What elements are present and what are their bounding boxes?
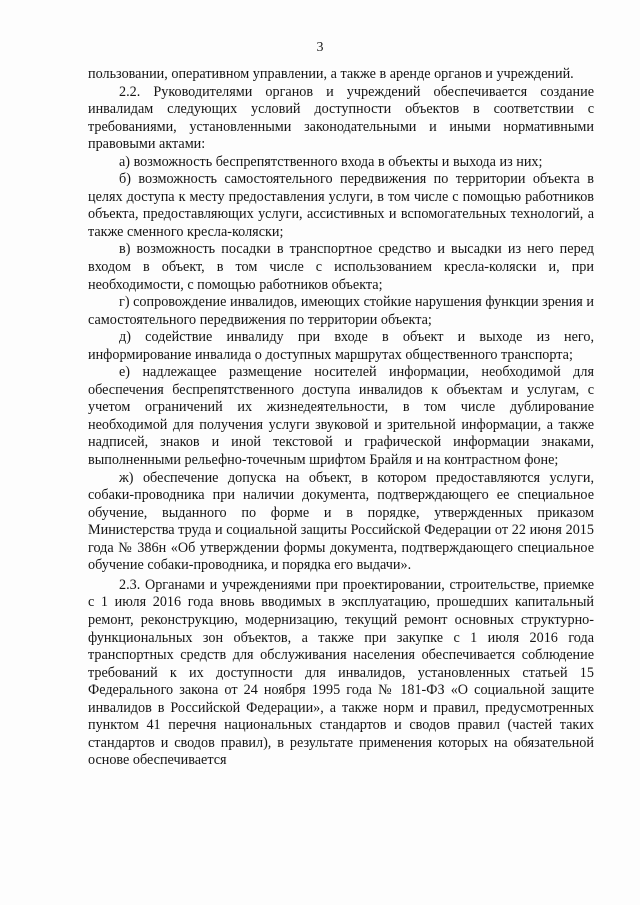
list-item-v: в) возможность посадки в транспортное средство и высадки из него перед входом в объект, в том числе с использованием кресла-коляски и, при необходимости, с помощью работников объекта;: [88, 241, 594, 293]
list-item-g: г) сопровождение инвалидов, имеющих стойкие нарушения функции зрения и самостоятельного передвижения по территории объекта;: [88, 294, 594, 328]
document-body: [88, 66, 594, 770]
list-item-a: а) возможность беспрепятственного входа в объекты и выхода из них;: [119, 153, 543, 170]
paragraph-2-3: 2.3. Органами и учреждениями при проектировании, строительстве, приемке с 1 июля 2016 года вновь вводимых в эксплуатацию, прошедших капитальный ремонт, реконструкцию, модернизацию, текущий ремонт основных структурно-функциональных зон объектов, а также при закупке с 1 июля 2016 года транспортных средств для обслуживания населения обеспечивается соблюдение требований к их доступности для инвалидов, установленных статьей 15 Федерального закона от 24 ноября 1995 года № 181-ФЗ «О социальной защите инвалидов в Российской Федерации», а также норм и правил, предусмотренных пунктом 41 перечня национальных стандартов и сводов правил (частей таких стандартов и сводов правил), в результате применения которых на обязательной основе обеспечивается: [88, 576, 594, 769]
paragraph-continuation: пользовании, оперативном управлении, а также в аренде органов и учреждений.: [88, 66, 574, 82]
list-item-e: е) надлежащее размещение носителей информации, необходимой для обеспечения беспрепятственного доступа инвалидов к объектам и услугам, с учетом ограничений их жизнедеятельности, в том числе дублирование необходимой для получения услуги звуковой и зрительной информации, а также надписей, знаков и иной текстовой и графической информации знаками, выполненными рельефно-точечным шрифтом Брайля и на контрастном фоне;: [88, 364, 594, 469]
list-item-d: д) содействие инвалиду при входе в объект и выходе из него, информирование инвалида о доступных маршрутах общественного транспорта;: [88, 329, 594, 363]
list-item-zh: ж) обеспечение допуска на объект, в котором предоставляются услуги, собаки-проводника при наличии документа, подтверждающего ее специальное обучение, выданного по форме и в порядке, утвержденных приказом Министерства труда и социальной защиты Российской Федерации от 22 июня 2015 года № 386н «Об утверждении формы документа, подтверждающего специальное обучение собаки-проводника, и порядка его выдачи».: [88, 469, 594, 574]
page-number: 3: [316, 40, 324, 55]
list-item-b: б) возможность самостоятельного передвижения по территории объекта в целях доступа к месту предоставления услуги, в том числе с помощью работников объекта, предоставляющих услуги, ассистивных и вспомогательных технологий, а также сменного кресла-коляски;: [88, 171, 594, 240]
paragraph-2-2: 2.2. Руководителями органов и учреждений обеспечивается создание инвалидам следующих условий доступности объектов в соответствии с требованиями, установленными законодательными и иными нормативными правовыми актами:: [88, 83, 594, 153]
